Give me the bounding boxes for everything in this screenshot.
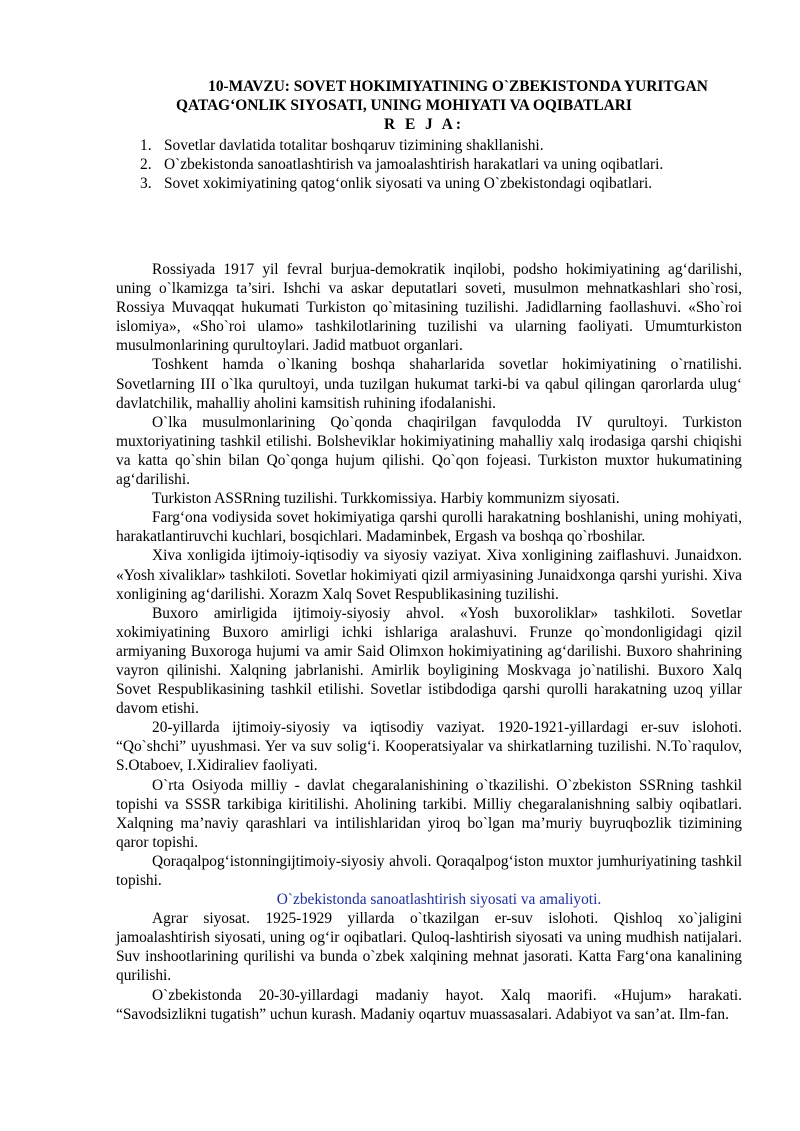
plan-item-text: Sovetlar davlatida totalitar boshqaruv tizimining shakllanishi. [164,137,544,154]
body-paragraph: Rossiyada 1917 yil fevral burjua-demokratik inqilobi, podsho hokimiyatining ag‘darilishi, uning o`lkamizga ta’siri. Ishchi va askar deputatlari soveti, musulmon mehnatkashlari sho`rosi, Rossiya Muvaqqat hukumati Turkiston qo`mitasining tuzilishi. Jadidlarning faollashuvi. «Sho`roi islomiya», «Sho`roi ulamo» tashkilotlarining tuzilishi va ularning faoliyati. Umumturkiston musulmonlarining qurultoylari. Jadid matbuot organlari. [116,261,742,355]
plan-heading: R E J A: [383,116,464,133]
plan-item [140,136,740,155]
body-paragraph: Agrar siyosat. 1925-1929 yillarda o`tkazilgan er-suv islohoti. Qishloq xo`jaligini jamoalashtirish siyosati, uning og‘ir oqibatlari. Quloq-lashtirish siyosati va uning mudhish natijalari. Suv inshootlarining qurilishi va bunda o`zbek xalqining mehnat jasorati. Katta Farg‘ona kanalining qurilishi. [116,910,742,985]
topic-title-line-1: 10-MAVZU: SOVET HOKIMIYATINING O`ZBEKISTONDA YURITGAN [208,78,708,95]
plan-list [140,136,740,194]
body-paragraph: Qoraqalpog‘istonningijtimoiy-siyosiy ahvoli. Qoraqalpog‘iston muxtor jumhuriyatining tashkil topishi. [116,852,742,889]
body-paragraph: Buxoro amirligida ijtimoiy-siyosiy ahvol. «Yosh buxoroliklar» tashkiloti. Sovetlar xokimiyatining Buxoro amirligi ichki ishlariga aralashuvi. Frunze qo`mondonligidagi qizil armiyaning Buxoroga hujumi va amir Said Olimxon hokimiyatining ag‘darilishi. Buxoro shahrining vayron qilinishi. Xalqning jabrlanishi. Amirlik boyligining Moskvaga jo`natilishi. Buxoro Xalq Sovet Respublikasining tashkil etilishi. Sovetlar istibdodiga qarshi qurolli harakatning uzoq yillar davom etishi. [116,604,742,718]
plan-item-text: Sovet xokimiyatining qatog‘onlik siyosati va uning O`zbekistondagi oqibatlari. [164,175,653,193]
topic-title-line-2: QATAG‘ONLIK SIYOSATI, UNING MOHIYATI VA OQIBATLARI [176,96,632,114]
plan-item-number: 3. [140,175,152,193]
body-paragraph: O`rta Osiyoda milliy - davlat chegaralanishining o`tkazilishi. O`zbekiston SSRning tashkil topishi va SSSR tarkibiga kiritilishi. Aholining tarkibi. Milliy chegaralanishning salbiy oqibatlari. Xalqning ma’naviy qarashlari va intilishlaridan yiroq bo`lgan ma’muriy buyruqbozlik tizimining qaror topishi. [116,776,742,851]
body-paragraph: Toshkent hamda o`lkaning boshqa shaharlarida sovetlar hokimiyatining o`rnatilishi. Sovetlarning III o`lka qurultoyi, unda tuzilgan hukumat tarki-bi va qabul qilingan qarorlarda ulug‘ davlatchilik, mahalliy aholini kamsitish ruhining ifodalanishi. [116,356,742,412]
body-paragraph: Xiva xonligida ijtimoiy-iqtisodiy va siyosiy vaziyat. Xiva xonligining zaiflashuvi. Junaidxon. «Yosh xivaliklar» tashkiloti. Sovetlar hokimiyati qizil armiyasining Junaidxonga qarshi yurishi. Xiva xonligining ag‘darilishi. Xorazm Xalq Sovet Respublikasining tuzilishi. [116,547,742,603]
plan-item-text: O`zbekistonda sanoatlashtirish va jamoalashtirish harakatlari va uning oqibatlari. [164,156,664,174]
body-paragraph: Farg‘ona vodiysida sovet hokimiyatiga qarshi qurolli harakatning boshlanishi, uning mohiyati, harakatlantiruvchi kuchlari, bosqichlari. Madaminbek, Ergash va boshqa qo`rboshilar. [116,509,742,546]
plan-item-number: 1. [140,137,152,154]
body-paragraph: O`lka musulmonlarining Qo`qonda chaqirilgan favqulodda IV qurultoyi. Turkiston muxtoriyatining tashkil etilishi. Bolsheviklar hokimiyatining mahalliy xalq irodasiga qarshi chiqishi va katta qo`shin bilan Qo`qonga hujum qilishi. Qo`qon fojeasi. Turkiston muxtor hukumatining ag‘darilishi. [116,413,742,489]
plan-item-number: 2. [140,156,152,174]
plan-item [140,174,740,193]
body-paragraph: Turkiston ASSRning tuzilishi. Turkkomissiya. Harbiy kommunizm siyosati. [152,490,620,508]
topic-title [140,78,740,115]
body-paragraph: 20-yillarda ijtimoiy-siyosiy va iqtisodiy vaziyat. 1920-1921-yillardagi er-suv islohoti. “Qo`shchi” uyushmasi. Yer va suv solig‘i. Kooperatsiyalar va shirkatlarning tuzilishi. N.To`raqulov, S.Otaboev, I.Xidiraliev faoliyati. [116,719,742,775]
plan-item [140,155,740,174]
body-paragraph: O`zbekistonda 20-30-yillardagi madaniy hayot. Xalq maorifi. «Hujum» harakati. “Savodsizlikni tugatish” uchun kurash. Madaniy oqartuv muassasalari. Adabiyot va san’at. Ilm-fan. [116,986,742,1023]
document-body [116,260,742,1024]
section-subheading: O`zbekistonda sanoatlashtirish siyosati va amaliyoti. [276,891,602,909]
